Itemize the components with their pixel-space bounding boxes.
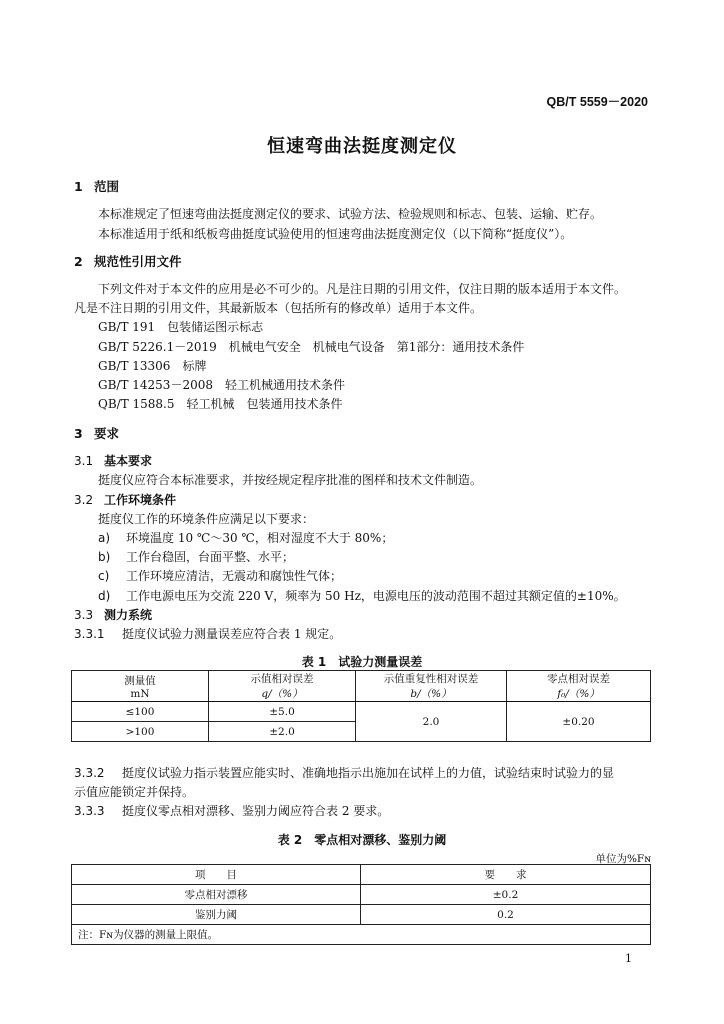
subsection-3-2-heading <box>74 491 176 508</box>
section-number: 1 <box>74 179 83 194</box>
table-cell: 2.0 <box>356 702 507 742</box>
section-1-heading <box>74 177 119 195</box>
subsection-number: 3.3 <box>74 608 94 622</box>
section-number: 3 <box>74 426 83 441</box>
list-item <box>98 587 626 604</box>
table-cell: 0.2 <box>361 905 651 925</box>
section-number: 2 <box>74 254 83 269</box>
clause-3-3-2-continuation: 示值应能锁定并保持。 <box>74 785 195 799</box>
table-header-cell: 要 求 <box>361 865 651 885</box>
table-row <box>72 905 651 925</box>
header-line: 示值重复性相对误差 <box>383 673 479 685</box>
section-3-heading <box>74 424 119 442</box>
section-1-paragraph-1: 本标准规定了恒速弯曲法挺度测定仪的要求、试验方法、检验规则和标志、包装、运输、贮存。 <box>98 207 603 221</box>
table-cell: ±2.0 <box>209 722 356 742</box>
table-header-cell <box>209 671 356 702</box>
table-header-row <box>72 865 651 885</box>
list-text: 工作台稳固，台面平整、水平； <box>126 550 295 564</box>
clause-text: 挺度仪试验力测量误差应符合表 1 规定。 <box>122 627 342 641</box>
clause-text: 挺度仪试验力指示装置应能实时、准确地指示出施加在试样上的力值，试验结束时试验力的显 <box>122 766 615 780</box>
section-title: 范围 <box>94 179 120 194</box>
clause-text: 挺度仪零点相对漂移、鉴别力阈应符合表 2 要求。 <box>122 804 390 818</box>
subsection-number: 3.1 <box>74 454 94 468</box>
header-unit: q/（%） <box>261 688 303 700</box>
list-label: a) <box>98 531 111 545</box>
list-text: 环境温度 10 ℃～30 ℃，相对湿度不大于 80%； <box>126 531 394 545</box>
list-label: c) <box>98 569 110 583</box>
table-cell: ±0.2 <box>361 885 651 905</box>
reference-item: GB/T 13306 标牌 <box>98 359 207 373</box>
clause-3-3-2 <box>74 764 614 781</box>
clause-number: 3.3.2 <box>74 766 105 780</box>
subsection-3-1-heading <box>74 452 152 469</box>
table-cell: 零点相对漂移 <box>72 885 361 905</box>
section-title: 要求 <box>94 426 120 441</box>
table-1-caption: 表 1 试验力测量误差 <box>301 655 423 669</box>
list-item <box>98 548 294 565</box>
list-text: 工作电源电压为交流 220 V，频率为 50 Hz，电源电压的波动范围不超过其额定值的±10%。 <box>126 589 626 603</box>
table-note: 注：Fɴ为仪器的测量上限值。 <box>72 925 651 945</box>
section-title: 规范性引用文件 <box>94 254 182 269</box>
list-label: d) <box>98 589 111 603</box>
table-2-unit: 单位为%Fɴ <box>595 853 651 865</box>
subsection-title: 工作环境条件 <box>104 493 177 507</box>
subsection-3-3-heading <box>74 606 152 623</box>
table-header-cell <box>72 671 209 702</box>
table-header-cell <box>356 671 507 702</box>
list-label: b) <box>98 550 111 564</box>
subsection-number: 3.2 <box>74 493 94 507</box>
subsection-title: 基本要求 <box>104 454 153 468</box>
reference-item: QB/T 1588.5 轻工机械 包装通用技术条件 <box>98 397 343 411</box>
section-2-paragraph-line-2: 凡是不注日期的引用文件，其最新版本（包括所有的修改单）适用于本文件。 <box>74 301 483 315</box>
table-cell: ±0.20 <box>507 702 651 742</box>
header-line: 零点相对误差 <box>547 673 610 685</box>
table-header-row <box>72 671 651 702</box>
table-2 <box>71 864 651 945</box>
reference-item: GB/T 14253－2008 轻工机械通用技术条件 <box>98 378 345 392</box>
table-cell: 鉴别力阈 <box>72 905 361 925</box>
clause-3-3-3 <box>74 802 389 819</box>
page-number: 1 <box>625 952 632 965</box>
table-row <box>72 885 651 905</box>
table-header-cell <box>507 671 651 702</box>
table-cell: ±5.0 <box>209 702 356 722</box>
table-note-row <box>72 925 651 945</box>
subsection-3-1-paragraph: 挺度仪应符合本标准要求，并按经规定程序批准的图样和技术文件制造。 <box>98 473 483 487</box>
subsection-title: 测力系统 <box>104 608 153 622</box>
list-item <box>98 567 342 584</box>
table-header-cell: 项 目 <box>72 865 361 885</box>
table-cell: ≤100 <box>72 702 209 722</box>
table-row <box>72 702 651 722</box>
table-2-caption: 表 2 零点相对漂移、鉴别力阈 <box>277 833 447 847</box>
standard-number: QB/T 5559－2020 <box>546 95 648 109</box>
section-2-paragraph-line-1: 下列文件对于本文件的应用是必不可少的。凡是注日期的引用文件，仅注日期的版本适用于本文件。 <box>98 282 627 296</box>
header-line: 测量值 <box>124 674 156 687</box>
list-item <box>98 529 393 546</box>
reference-item: GB/T 191 包装储运图示标志 <box>98 320 264 334</box>
subsection-3-2-paragraph: 挺度仪工作的环境条件应满足以下要求： <box>98 512 315 526</box>
table-1 <box>71 670 651 742</box>
list-text: 工作环境应清洁，无震动和腐蚀性气体； <box>126 569 343 583</box>
header-unit: mN <box>130 687 150 700</box>
clause-number: 3.3.1 <box>74 627 105 641</box>
table-cell: >100 <box>72 722 209 742</box>
header-unit: b/（%） <box>410 688 452 700</box>
clause-3-3-1 <box>74 625 341 642</box>
reference-item: GB/T 5226.1－2019 机械电气安全 机械电气设备 第1部分：通用技术条件 <box>98 340 525 354</box>
header-unit: f₀/（%） <box>557 688 600 700</box>
clause-number: 3.3.3 <box>74 804 105 818</box>
section-2-heading <box>74 252 182 270</box>
section-1-paragraph-2: 本标准适用于纸和纸板弯曲挺度试验使用的恒速弯曲法挺度测定仪（以下简称“挺度仪”）。 <box>98 227 573 241</box>
document-title: 恒速弯曲法挺度测定仪 <box>267 136 457 157</box>
header-line: 示值相对误差 <box>250 673 314 685</box>
